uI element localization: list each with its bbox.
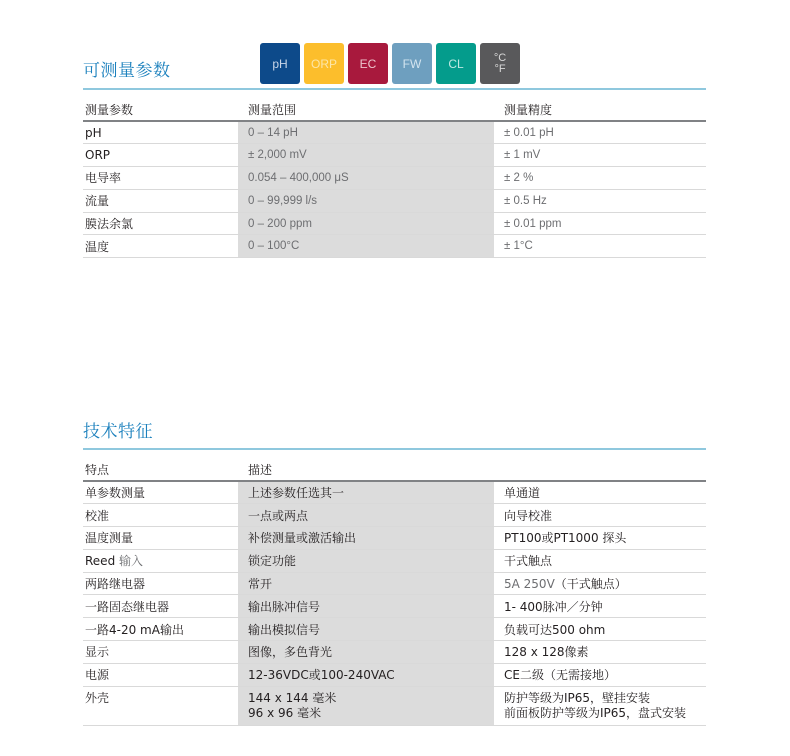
section-title: 可测量参数 [83, 61, 171, 81]
feature-cell: 温度测量 [83, 527, 238, 550]
parameter-cell: 膜法余氯 [83, 212, 238, 235]
header-description: 描述 [248, 463, 273, 477]
feature-cell: 外壳 [83, 686, 238, 725]
title-divider [83, 448, 706, 450]
feature-cell: 电源 [83, 663, 238, 686]
table-row [83, 504, 706, 527]
reed-suffix: 输入 [119, 554, 144, 569]
table-header-row [83, 459, 706, 481]
table-row [83, 618, 706, 641]
table-row [83, 663, 706, 686]
detail-cell: 负载可达500 ohm [494, 618, 706, 641]
table-row [83, 527, 706, 550]
badge-label: CL [448, 56, 464, 71]
reed-prefix: Reed [85, 554, 119, 569]
celsius-label: °C [493, 51, 507, 64]
detail-cell: PT100或PT1000 探头 [494, 527, 706, 550]
protection-panel: 前面板防护等级为IP65，盘式安装 [504, 705, 687, 720]
header-detail [494, 459, 706, 481]
header-feature: 特点 [85, 463, 110, 477]
detail-cell: CE二级（无需接地） [494, 663, 706, 686]
range-cell: 0 – 99,999 l/s [238, 189, 494, 212]
housing-size-panel: 96 x 96 毫米 [248, 705, 322, 720]
description-cell: 补偿测量或激活输出 [238, 527, 494, 550]
description-cell: 锁定功能 [238, 549, 494, 572]
table-row [83, 481, 706, 504]
description-cell: 一点或两点 [238, 504, 494, 527]
housing-size-wall: 144 x 144 毫米 [248, 690, 337, 705]
parameter-cell: pH [83, 121, 238, 144]
detail-cell: 单通道 [494, 481, 706, 504]
table-row [83, 686, 706, 725]
table-row [83, 641, 706, 664]
detail-cell: 向导校准 [494, 504, 706, 527]
feature-cell: 一路固态继电器 [83, 595, 238, 618]
badge-label: FW [402, 56, 422, 71]
feature-cell: 单参数测量 [83, 481, 238, 504]
technical-features-section [83, 0, 706, 756]
fahrenheit-label: °F [494, 62, 506, 75]
parameter-cell: 温度 [83, 235, 238, 258]
relay-rating: 5A 250V [504, 577, 555, 592]
range-cell: 0 – 14 pH [238, 121, 494, 144]
description-cell: 输出脉冲信号 [238, 595, 494, 618]
header-range: 测量范围 [248, 103, 297, 117]
range-cell: 0 – 100°C [238, 235, 494, 258]
accuracy-cell: ± 1°C [494, 235, 706, 258]
feature-cell [83, 549, 238, 572]
badge-label: EC [359, 56, 377, 71]
table-row [83, 572, 706, 595]
protection-wall: 防护等级为IP65，壁挂安装 [504, 690, 651, 705]
table-row [83, 549, 706, 572]
range-cell: ± 2,000 mV [238, 144, 494, 167]
description-cell: 12-36VDC或100-240VAC [238, 663, 494, 686]
accuracy-cell: ± 0.5 Hz [494, 189, 706, 212]
detail-cell: 1- 400脉冲／分钟 [494, 595, 706, 618]
feature-cell: 显示 [83, 641, 238, 664]
header-parameter: 测量参数 [85, 103, 134, 117]
range-cell: 0.054 – 400,000 μS [238, 167, 494, 190]
badge-label: ORP [310, 56, 337, 71]
accuracy-cell: ± 1 mV [494, 144, 706, 167]
feature-cell: 校准 [83, 504, 238, 527]
features-table [83, 459, 706, 726]
detail-cell [494, 686, 706, 725]
description-cell: 输出模拟信号 [238, 618, 494, 641]
detail-cell: 干式触点 [494, 549, 706, 572]
accuracy-cell: ± 2 % [494, 167, 706, 190]
range-cell: 0 – 200 ppm [238, 212, 494, 235]
section-title: 技术特征 [83, 422, 153, 442]
header-accuracy: 测量精度 [504, 103, 553, 117]
badge-label: pH [272, 56, 288, 71]
parameter-cell: ORP [83, 144, 238, 167]
parameter-cell: 流量 [83, 189, 238, 212]
table-row [83, 595, 706, 618]
detail-cell [494, 572, 706, 595]
detail-cell: 128 x 128像素 [494, 641, 706, 664]
description-cell [238, 686, 494, 725]
parameter-cell: 电导率 [83, 167, 238, 190]
accuracy-cell: ± 0.01 pH [494, 121, 706, 144]
description-cell: 图像，多色背光 [238, 641, 494, 664]
feature-cell: 两路继电器 [83, 572, 238, 595]
description-cell: 上述参数任选其一 [238, 481, 494, 504]
relay-contact-type: （干式触点） [554, 577, 627, 592]
feature-cell: 一路4-20 mA输出 [83, 618, 238, 641]
accuracy-cell: ± 0.01 ppm [494, 212, 706, 235]
description-cell: 常开 [238, 572, 494, 595]
